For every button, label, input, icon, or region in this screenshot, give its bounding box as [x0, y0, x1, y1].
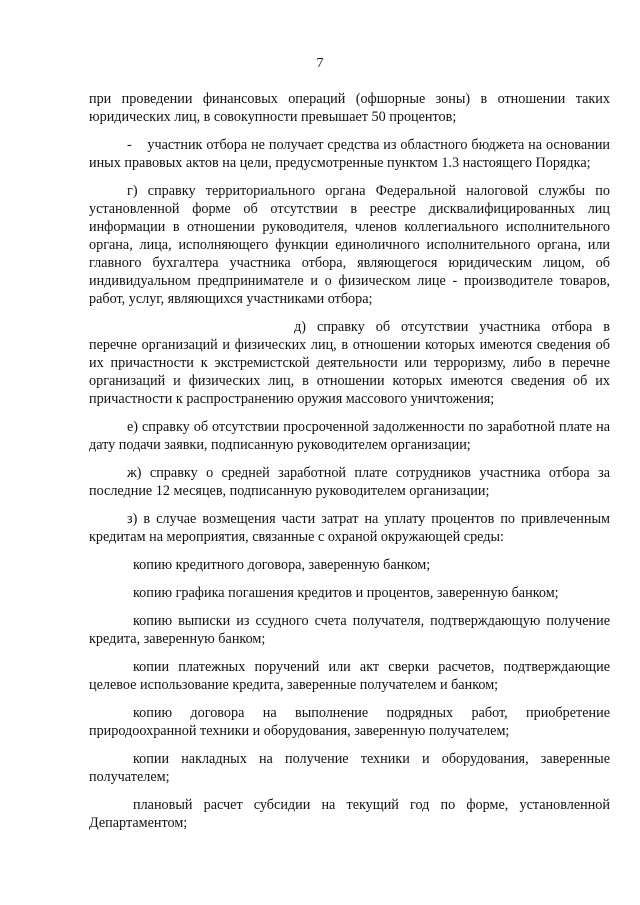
list-item-loan-account-statement: копию выписки из ссудного счета получателя, подтверждающую получение кредита, заверенную банком; — [89, 613, 610, 647]
list-item-subsidy-calculation: плановый расчет субсидии на текущий год по форме, установленной Департаментом; — [89, 797, 610, 831]
paragraph-item-g: г) справку территориального органа Федеральной налоговой службы по установленной форме об отсутствии в реестре дисквалифицированных лиц информации в отношении руководителя, членов коллегиального исполнительного органа, лица, исполняющего функции единоличного исполнительного органа, или главного бухгалтера участника отбора, являющегося юридическим лицом, об индивидуальном предпринимателе и о физическом лице - производителе товаров, работ, услуг, являющихся участниками отбора; — [89, 183, 610, 307]
paragraph-item-z: з) в случае возмещения части затрат на уплату процентов по привлеченным кредитам на мероприятия, связанные с охраной окружающей среды: — [89, 511, 610, 545]
paragraph-item-e: е) справку об отсутствии просроченной задолженности по заработной плате на дату подачи заявки, подписанную руководителем организации; — [89, 419, 610, 453]
list-item-repayment-schedule: копию графика погашения кредитов и процентов, заверенную банком; — [133, 585, 559, 601]
document-body — [89, 90, 610, 842]
list-item-credit-agreement: копию кредитного договора, заверенную банком; — [133, 557, 431, 573]
paragraph-item-zh: ж) справку о средней заработной плате сотрудников участника отбора за последние 12 месяцев, подписанную руководителем организации; — [89, 465, 610, 499]
list-item-payment-orders: копии платежных поручений или акт сверки расчетов, подтверждающие целевое использование кредита, заверенные получателем и банком; — [89, 659, 610, 693]
paragraph-item-d: д) справку об отсутствии участника отбора в перечне организаций и физических лиц, в отношении которых имеются сведения об их причастности к экстремистской деятельности или терроризму, либо в перечне организаций и физических лиц, в отношении которых имеются сведения об их причастности к распространению оружия массового уничтожения; — [89, 319, 610, 407]
page-number: 7 — [316, 56, 324, 71]
paragraph-budget-funds: - участник отбора не получает средства из областного бюджета на основании иных правовых актов на цели, предусмотренные пунктом 1.3 настоящего Порядка; — [89, 137, 610, 171]
list-item-contract-copy: копию договора на выполнение подрядных работ, приобретение природоохранной техники и оборудования, заверенную получателем; — [89, 705, 610, 739]
paragraph-offshore-continuation: при проведении финансовых операций (офшорные зоны) в отношении таких юридических лиц, в совокупности превышает 50 процентов; — [89, 91, 610, 125]
list-item-invoices: копии накладных на получение техники и оборудования, заверенные получателем; — [89, 751, 610, 785]
